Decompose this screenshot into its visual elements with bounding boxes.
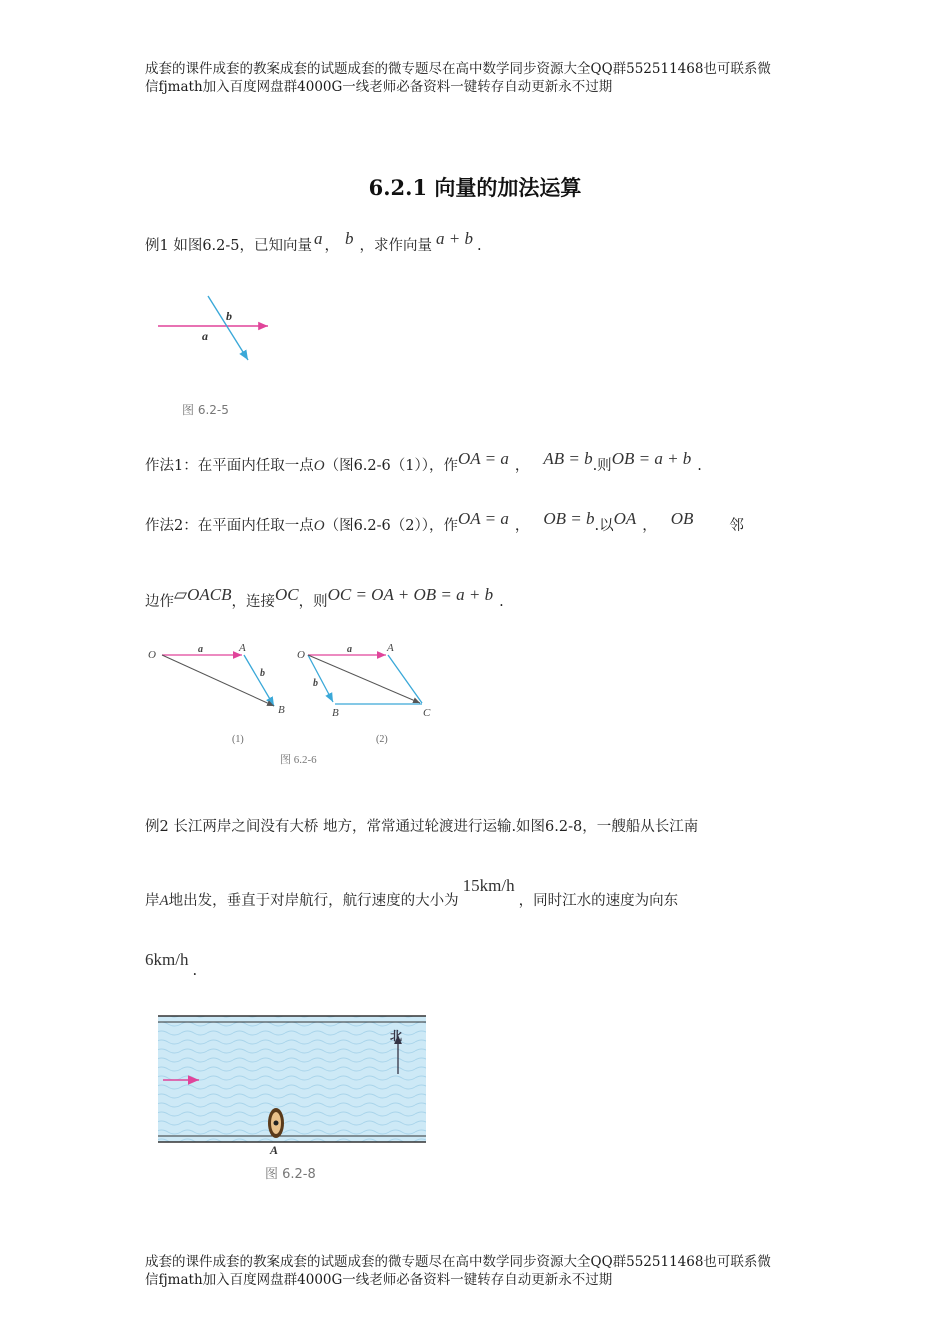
point-A: A — [159, 893, 169, 909]
example-1-label: 例1 如图6.2-5，已知向量 — [145, 238, 313, 254]
point-O: O — [313, 458, 325, 474]
method-1-ref: （图6.2-6（1）），作 — [324, 458, 458, 474]
fig1-label-B: B — [278, 704, 285, 716]
fig2-label-a: a — [347, 644, 352, 655]
fig2-vector-OC — [308, 655, 420, 703]
header-line-1: 成套的课件成套的教案成套的试题成套的微专题尽在高中数学同步资源大全QQ群552511468也可联系微 — [145, 61, 771, 77]
vector-b: b — [345, 229, 354, 248]
then: ，则 — [298, 594, 328, 610]
period: . — [697, 458, 702, 474]
header-line-2: 信fjmath加入百度网盘群4000G一线老师必备资料一键转存自动更新永不过期 — [145, 79, 613, 95]
example-1 — [145, 229, 482, 255]
then: .则 — [592, 458, 612, 474]
separator: ， — [324, 238, 340, 254]
adjacent-char: 邻 — [729, 518, 744, 534]
comma: ， — [514, 458, 530, 474]
page-title: 6.2.1 向量的加法运算 — [368, 175, 582, 200]
ex2-start: 岸 — [145, 893, 160, 909]
vec-OA: OA — [613, 509, 637, 528]
example-2-line-2 — [145, 876, 679, 910]
figure-6-2-5 — [150, 290, 290, 425]
fig2-label-O: O — [297, 649, 305, 661]
period: . — [477, 238, 482, 254]
vector-sum: a + b — [436, 229, 474, 248]
method-2 — [145, 509, 744, 535]
with: .以 — [594, 518, 614, 534]
eq-OC-sum: OC = OA + OB = a + b — [327, 585, 494, 604]
figure-6-2-8 — [155, 1010, 430, 1185]
method-1-text: 作法1：在平面内任取一点 — [145, 458, 314, 474]
caption-6-2-6: 图 6.2-6 — [280, 754, 317, 766]
fig2-vector-OB — [308, 655, 333, 702]
speed-15: 15km/h — [462, 876, 515, 895]
period: . — [192, 963, 198, 979]
fig1-sublabel: (1) — [232, 734, 244, 745]
fig1-label-O: O — [148, 649, 156, 661]
label-A: A — [270, 1143, 279, 1157]
ex2-end: ，同时江水的速度为向东 — [518, 893, 679, 909]
method-2-text: 作法2：在平面内任取一点 — [145, 518, 314, 534]
fig2-label-b: b — [313, 678, 318, 689]
vector-b-arrow — [208, 296, 248, 360]
eq-AB-b: AB = b — [543, 449, 593, 468]
eq-OA-a: OA = a — [458, 509, 509, 528]
label-a: a — [202, 329, 208, 343]
figure-6-2-6 — [140, 640, 450, 775]
fig2-label-A: A — [387, 642, 394, 654]
fig2-label-B: B — [332, 707, 339, 719]
north-label: 北 — [390, 1029, 403, 1043]
method-2-line-2 — [145, 585, 504, 611]
fig1-vector-OB — [162, 655, 274, 706]
method-2-ref: （图6.2-6（2）），作 — [324, 518, 458, 534]
point-O: O — [313, 518, 325, 534]
parallelogram-OACB: ▱OACB — [174, 585, 232, 604]
example-2-line-1: 例2 长江两岸之间没有大桥 地方，常常通过轮渡进行运输.如图6.2-8，一艘船从长江南 — [145, 819, 699, 835]
footer-line-2: 信fjmath加入百度网盘群4000G一线老师必备资料一键转存自动更新永不过期 — [145, 1272, 613, 1288]
fig1-label-b: b — [260, 668, 265, 679]
eq-OB-sum: OB = a + b — [611, 449, 692, 468]
page-footer — [145, 1253, 815, 1289]
comma: ， — [514, 518, 530, 534]
fig2-side-AC — [388, 655, 422, 703]
speed-6: 6km/h — [145, 950, 189, 969]
comma: ， — [642, 518, 657, 534]
eq-OB-b: OB = b — [543, 509, 595, 528]
caption-6-2-8: 图 6.2-8 — [265, 1167, 316, 1182]
method-1 — [145, 449, 702, 475]
fig1-label-a: a — [198, 644, 203, 655]
vec-OB: OB — [670, 509, 694, 528]
caption-6-2-5: 图 6.2-5 — [182, 403, 229, 417]
period: . — [499, 594, 504, 610]
vector-a: a — [314, 229, 323, 248]
ex2-mid: 地出发，垂直于对岸航行，航行速度的大小为 — [168, 893, 459, 909]
fig1-vector-AB — [244, 655, 274, 706]
label-b: b — [226, 309, 232, 323]
fig1-label-A: A — [239, 642, 246, 654]
page-header — [145, 60, 815, 96]
footer-line-1: 成套的课件成套的教案成套的试题成套的微专题尽在高中数学同步资源大全QQ群552511468也可联系微 — [145, 1254, 771, 1270]
method-2-start: 边作 — [145, 594, 174, 610]
fig2-sublabel: (2) — [376, 734, 388, 745]
boat-icon — [268, 1108, 284, 1138]
connect: ，连接 — [231, 594, 275, 610]
eq-OA-a: OA = a — [458, 449, 509, 468]
fig2-label-C: C — [423, 707, 431, 719]
vec-OC: OC — [274, 585, 299, 604]
example-2-line-3 — [145, 950, 198, 979]
example-1-mid: ，求作向量 — [359, 238, 433, 254]
river-waves — [158, 1016, 426, 1142]
